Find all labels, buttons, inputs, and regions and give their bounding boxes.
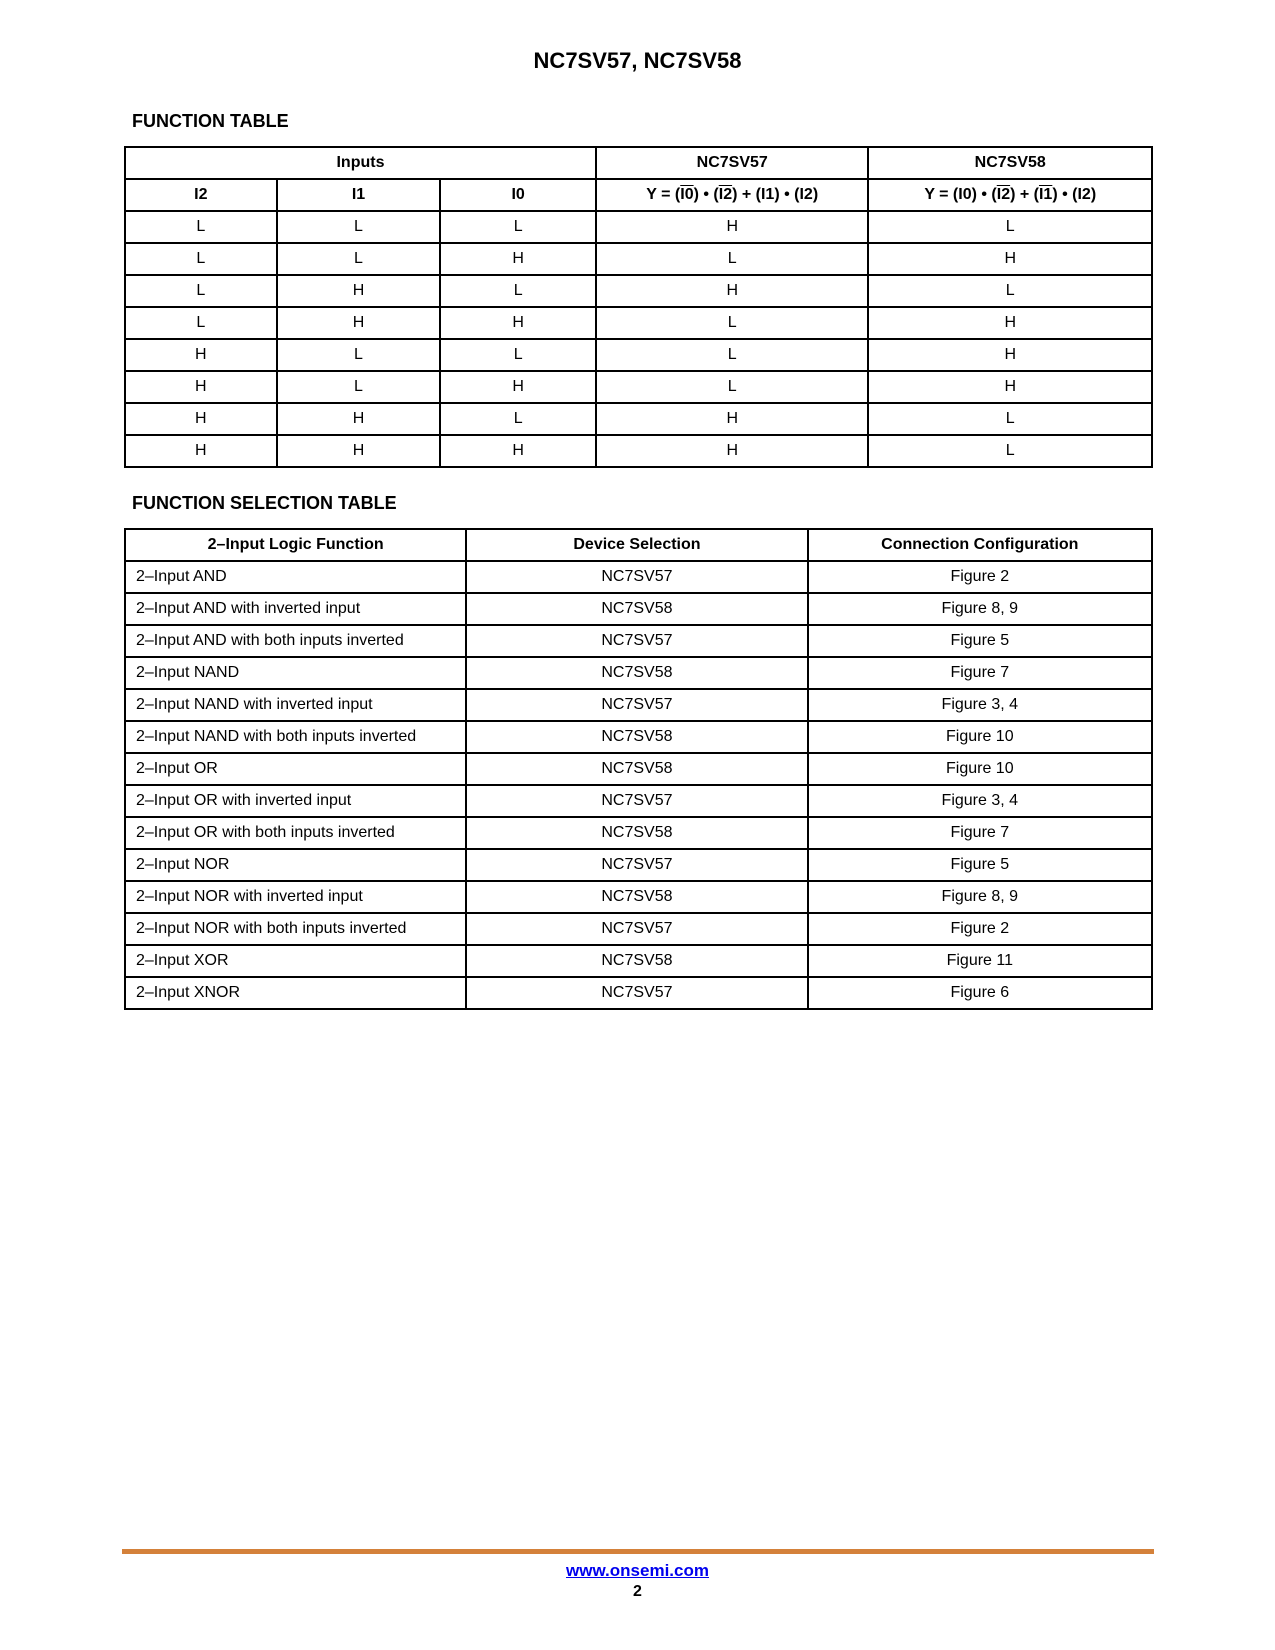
table-row bbox=[125, 849, 1152, 881]
table-row bbox=[125, 593, 1152, 625]
table-cell: 2–Input XNOR bbox=[125, 977, 466, 1009]
table-cell: L bbox=[440, 275, 596, 307]
i1-header: I1 bbox=[277, 179, 441, 211]
table-cell: L bbox=[125, 307, 277, 339]
table-row bbox=[125, 913, 1152, 945]
table-cell: Figure 7 bbox=[808, 657, 1152, 689]
column-header-row bbox=[125, 179, 1152, 211]
table-cell: Figure 8, 9 bbox=[808, 881, 1152, 913]
page-number: 2 bbox=[633, 1583, 642, 1600]
table-cell: 2–Input NAND with both inputs inverted bbox=[125, 721, 466, 753]
table-cell: Figure 10 bbox=[808, 753, 1152, 785]
table-cell: H bbox=[868, 339, 1152, 371]
table-cell: 2–Input OR with inverted input bbox=[125, 785, 466, 817]
table-cell: 2–Input AND bbox=[125, 561, 466, 593]
table-row bbox=[125, 211, 1152, 243]
device-selection-header: Device Selection bbox=[466, 529, 807, 561]
table-cell: 2–Input NOR with inverted input bbox=[125, 881, 466, 913]
table-cell: NC7SV58 bbox=[466, 657, 807, 689]
table-row bbox=[125, 435, 1152, 467]
table-row bbox=[125, 307, 1152, 339]
table-cell: H bbox=[596, 211, 869, 243]
table-cell: NC7SV57 bbox=[466, 913, 807, 945]
logic-function-header: 2–Input Logic Function bbox=[125, 529, 466, 561]
table-cell: 2–Input AND with inverted input bbox=[125, 593, 466, 625]
function-table-title: FUNCTION TABLE bbox=[132, 111, 289, 131]
table-cell: H bbox=[868, 371, 1152, 403]
table-cell: H bbox=[277, 275, 441, 307]
table-cell: H bbox=[868, 307, 1152, 339]
table-cell: Figure 8, 9 bbox=[808, 593, 1152, 625]
table-cell: Figure 2 bbox=[808, 561, 1152, 593]
table-cell: H bbox=[440, 435, 596, 467]
table-cell: H bbox=[277, 307, 441, 339]
table-cell: L bbox=[440, 211, 596, 243]
table-cell: L bbox=[596, 307, 869, 339]
table-cell: 2–Input XOR bbox=[125, 945, 466, 977]
table-cell: Figure 2 bbox=[808, 913, 1152, 945]
table-cell: NC7SV57 bbox=[466, 689, 807, 721]
table-cell: H bbox=[440, 307, 596, 339]
table-cell: H bbox=[125, 339, 277, 371]
table-cell: Figure 3, 4 bbox=[808, 689, 1152, 721]
selection-table-title: FUNCTION SELECTION TABLE bbox=[132, 493, 397, 513]
footer-rule bbox=[122, 1549, 1154, 1554]
table-cell: H bbox=[277, 403, 441, 435]
table-cell: L bbox=[868, 211, 1152, 243]
table-cell: L bbox=[868, 275, 1152, 307]
nc7sv57-equation: Y = (I0) • (I2) + (I1) • (I2) bbox=[596, 179, 869, 211]
table-cell: NC7SV58 bbox=[466, 753, 807, 785]
table-cell: H bbox=[440, 243, 596, 275]
table-cell: L bbox=[868, 403, 1152, 435]
table-cell: Figure 5 bbox=[808, 625, 1152, 657]
website-link[interactable]: www.onsemi.com bbox=[566, 1561, 709, 1580]
table-cell: H bbox=[596, 435, 869, 467]
selection-header-row bbox=[125, 529, 1152, 561]
table-cell: NC7SV57 bbox=[466, 561, 807, 593]
group-header-row bbox=[125, 147, 1152, 179]
table-row bbox=[125, 945, 1152, 977]
page-title: NC7SV57, NC7SV58 bbox=[533, 48, 742, 73]
table-cell: L bbox=[596, 243, 869, 275]
table-row bbox=[125, 977, 1152, 1009]
table-cell: 2–Input NOR bbox=[125, 849, 466, 881]
connection-configuration-header: Connection Configuration bbox=[808, 529, 1152, 561]
table-row bbox=[125, 371, 1152, 403]
table-cell: L bbox=[277, 371, 441, 403]
table-cell: Figure 11 bbox=[808, 945, 1152, 977]
table-row bbox=[125, 625, 1152, 657]
table-cell: H bbox=[125, 435, 277, 467]
table-cell: L bbox=[277, 339, 441, 371]
table-cell: NC7SV57 bbox=[466, 849, 807, 881]
nc7sv58-header: NC7SV58 bbox=[868, 147, 1152, 179]
table-cell: Figure 5 bbox=[808, 849, 1152, 881]
table-cell: NC7SV58 bbox=[466, 593, 807, 625]
table-cell: L bbox=[277, 211, 441, 243]
table-row bbox=[125, 403, 1152, 435]
function-selection-table bbox=[124, 528, 1153, 1010]
table-row bbox=[125, 753, 1152, 785]
table-cell: 2–Input NOR with both inputs inverted bbox=[125, 913, 466, 945]
table-cell: H bbox=[277, 435, 441, 467]
table-cell: L bbox=[440, 339, 596, 371]
table-row bbox=[125, 785, 1152, 817]
table-cell: NC7SV57 bbox=[466, 785, 807, 817]
table-cell: NC7SV58 bbox=[466, 721, 807, 753]
nc7sv58-equation: Y = (I0) • (I2) + (I1) • (I2) bbox=[868, 179, 1152, 211]
table-row bbox=[125, 881, 1152, 913]
table-row bbox=[125, 275, 1152, 307]
table-cell: NC7SV58 bbox=[466, 945, 807, 977]
table-cell: L bbox=[125, 211, 277, 243]
table-cell: NC7SV58 bbox=[466, 817, 807, 849]
table-cell: L bbox=[277, 243, 441, 275]
table-cell: 2–Input NAND bbox=[125, 657, 466, 689]
table-row bbox=[125, 243, 1152, 275]
table-cell: H bbox=[868, 243, 1152, 275]
table-cell: 2–Input AND with both inputs inverted bbox=[125, 625, 466, 657]
table-row bbox=[125, 657, 1152, 689]
table-cell: H bbox=[125, 371, 277, 403]
table-row bbox=[125, 689, 1152, 721]
table-cell: Figure 3, 4 bbox=[808, 785, 1152, 817]
table-cell: L bbox=[868, 435, 1152, 467]
i2-header: I2 bbox=[125, 179, 277, 211]
table-cell: H bbox=[440, 371, 596, 403]
table-row bbox=[125, 721, 1152, 753]
nc7sv57-header: NC7SV57 bbox=[596, 147, 869, 179]
table-cell: 2–Input NAND with inverted input bbox=[125, 689, 466, 721]
table-cell: L bbox=[440, 403, 596, 435]
table-cell: L bbox=[125, 275, 277, 307]
table-cell: L bbox=[596, 339, 869, 371]
table-cell: NC7SV57 bbox=[466, 625, 807, 657]
table-cell: H bbox=[596, 275, 869, 307]
table-cell: L bbox=[596, 371, 869, 403]
table-cell: L bbox=[125, 243, 277, 275]
table-cell: 2–Input OR bbox=[125, 753, 466, 785]
inputs-header: Inputs bbox=[125, 147, 596, 179]
table-cell: H bbox=[125, 403, 277, 435]
i0-header: I0 bbox=[440, 179, 596, 211]
table-cell: NC7SV58 bbox=[466, 881, 807, 913]
table-cell: H bbox=[596, 403, 869, 435]
function-table bbox=[124, 146, 1153, 468]
table-row bbox=[125, 817, 1152, 849]
table-cell: Figure 10 bbox=[808, 721, 1152, 753]
table-cell: Figure 7 bbox=[808, 817, 1152, 849]
table-row bbox=[125, 339, 1152, 371]
table-row bbox=[125, 561, 1152, 593]
table-cell: NC7SV57 bbox=[466, 977, 807, 1009]
table-cell: Figure 6 bbox=[808, 977, 1152, 1009]
table-cell: 2–Input OR with both inputs inverted bbox=[125, 817, 466, 849]
